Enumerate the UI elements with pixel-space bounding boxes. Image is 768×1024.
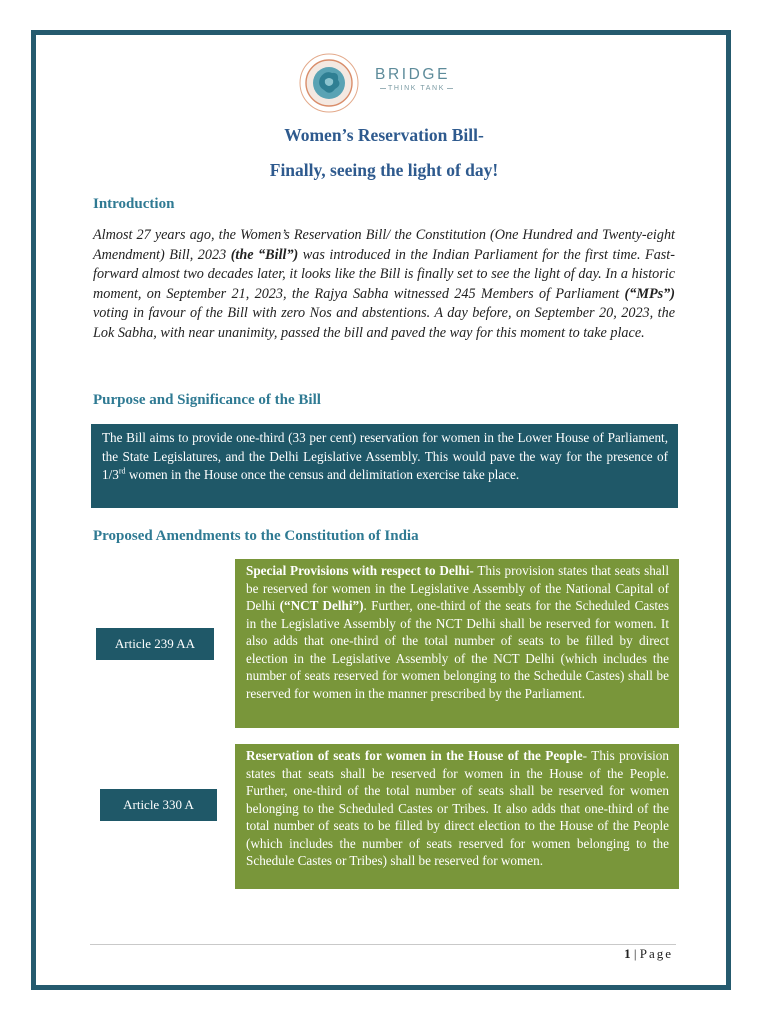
introduction-heading: Introduction <box>93 196 175 212</box>
purpose-heading: Purpose and Significance of the Bill <box>93 392 321 408</box>
article-330a-label: Article 330 A <box>100 789 217 821</box>
purpose-box: The Bill aims to provide one-third (33 per cent) reservation for women in the Lower House of Parliament, the State Legislatures, and the Delhi Legislative Assembly. This would pave the way for the presence of 1/3rd women in the House once the census and delimitation exercise take place. <box>91 424 678 508</box>
article-239aa-label: Article 239 AA <box>96 628 214 660</box>
bridge-think-tank-logo <box>298 52 470 114</box>
amendments-heading: Proposed Amendments to the Constitution of India <box>93 528 419 544</box>
article-239aa-description: Special Provisions with respect to Delhi- This provision states that seats shall be reserved for women in the Legislative Assembly of the National Capital of Delhi (“NCT Delhi”). Further, one-third of the seats for the Scheduled Castes in the Legislative Assembly of the NCT Delhi shall be reserved for women. It also adds that one-third of the total number of seats to be filled by direct election in the Legislative Assembly of the NCT Delhi (which includes the number of seats reserved for women belonging to the Schedule Castes) shall be reserved for women in the manner prescribed by the Parliament. <box>235 559 679 728</box>
article-330a-description: Reservation of seats for women in the House of the People- This provision states that seats shall be reserved for women in the House of the People. Further, one-third of the total number of seats shall be reserved for women belonging to the Scheduled Castes or Tribes. It also adds that one-third of the total number of seats to be filled by direct election to the House of the People (which includes the number of seats reserved for women belonging to the Schedule Castes or Tribes) shall be reserved for women. <box>235 744 679 889</box>
footer-divider <box>90 944 676 945</box>
page-footer: 1 | Page <box>624 946 673 961</box>
logo-name: BRIDGE <box>375 66 451 83</box>
logo-subtitle: THINK TANK <box>375 85 458 92</box>
introduction-paragraph: Almost 27 years ago, the Women’s Reservation Bill/ the Constitution (One Hundred and Twenty-eight Amendment) Bill, 2023 (the “Bill”) was introduced in the Indian Parliament for the first time. Fast-forward almost two decades later, it looks like the Bill is finally set to see the light of day. In a historic moment, on September 21, 2023, the Rajya Sabha witnessed 245 Members of Parliament (“MPs”) voting in favour of the Bill with zero Nos and abstentions. A day before, on September 20, 2023, the Lok Sabha, with near unanimity, passed the bill and paved the way for this moment to take place. <box>93 227 675 341</box>
page-label: Page <box>639 946 673 961</box>
document-title-line-1: Women’s Reservation Bill- <box>284 125 484 145</box>
logo-emblem-icon <box>298 52 360 114</box>
page-number: 1 <box>624 946 631 961</box>
document-title-line-2: Finally, seeing the light of day! <box>269 160 499 180</box>
